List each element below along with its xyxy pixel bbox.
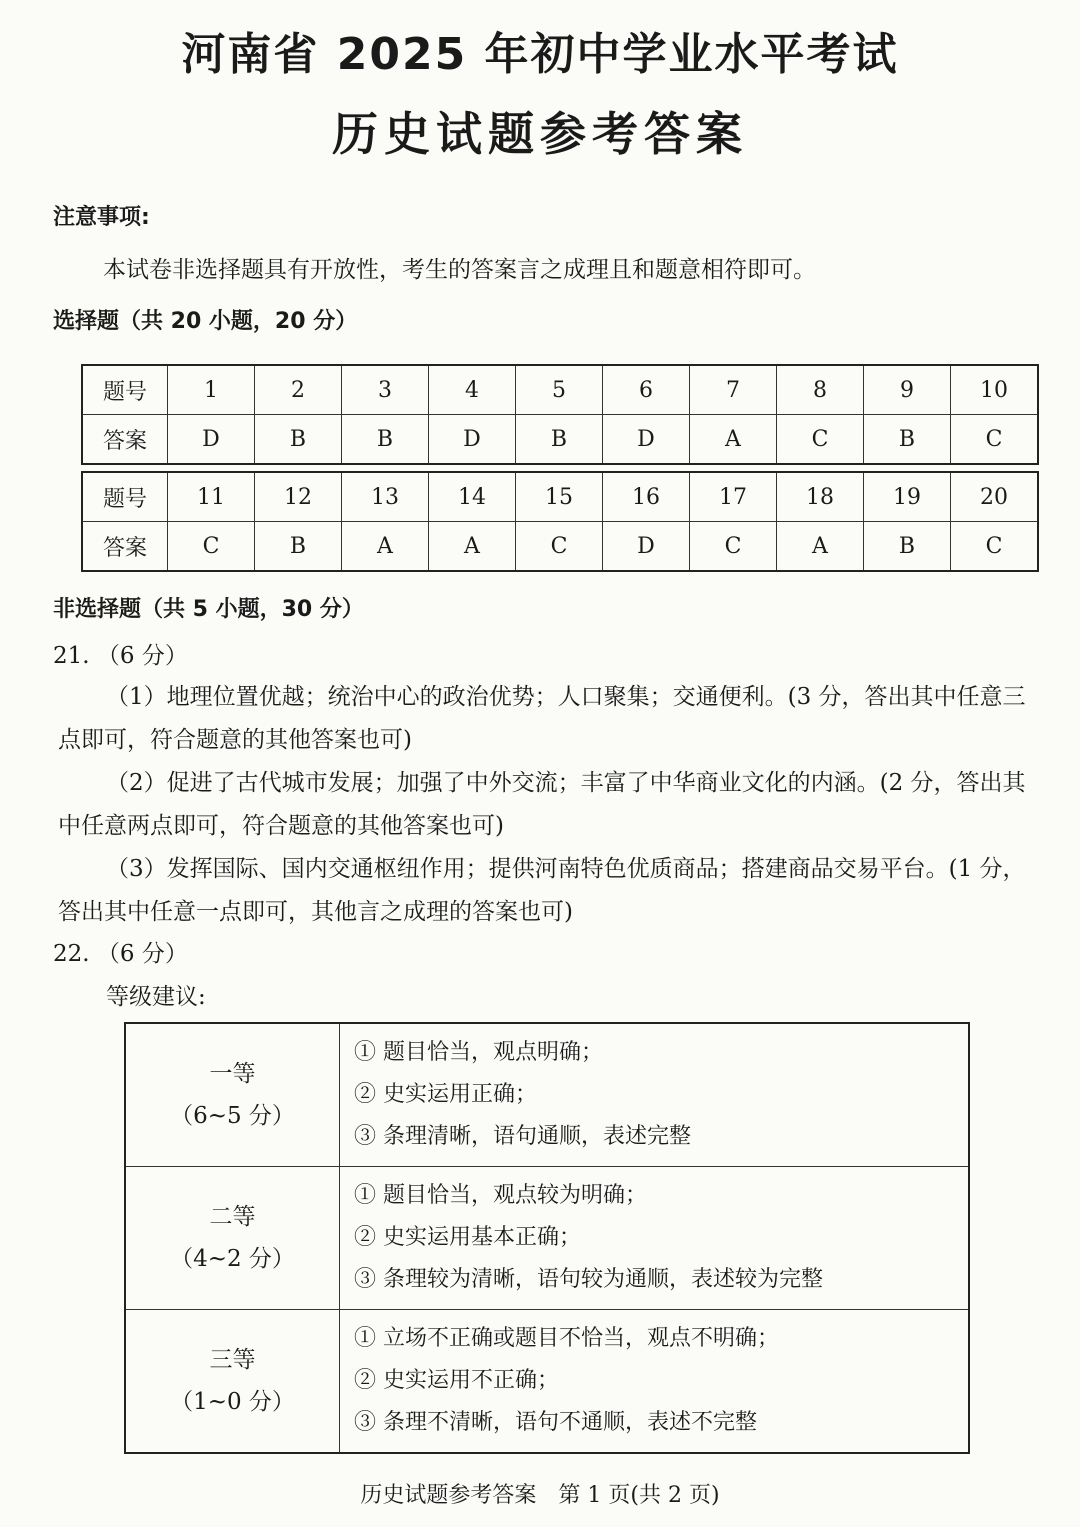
question-number: 2 [255,365,342,415]
notice-text: 本试卷非选择题具有开放性，考生的答案言之成理且和题意相符即可。 [103,257,816,283]
criterion: ② 史实运用基本正确； [354,1225,581,1250]
question-number: 8 [777,365,864,415]
q21-answer-3: （3）发挥国际、国内交通枢纽作用；提供河南特色优质商品；搭建商品交易平台。(1 分，答出其中任意一点即可，其他言之成理的答案也可) [58,856,1026,925]
answer-cell: B [864,415,951,465]
grade-level-cell [125,1167,340,1310]
answer-cell: D [603,415,690,465]
answer-table-1 [81,364,1039,465]
table-row [125,1023,969,1167]
criterion: ② 史实运用正确； [354,1082,537,1107]
grade-table [124,1022,970,1454]
table-row [82,522,1038,572]
table-row [82,472,1038,522]
grade-score: （6~5 分） [170,1103,295,1129]
grade-criteria-cell [340,1167,970,1310]
criterion: ② 史实运用不正确； [354,1368,559,1393]
table-row [125,1167,969,1310]
grade-criteria-cell [340,1310,970,1454]
question-number: 18 [777,472,864,522]
question-number: 7 [690,365,777,415]
answer-cell: A [342,522,429,572]
page-footer: 历史试题参考答案 第 1 页(共 2 页) [360,1483,720,1508]
grade-score: （1~0 分） [170,1389,295,1415]
criterion: ③ 条理较为清晰，语句较为通顺，表述较为完整 [354,1267,823,1292]
question-number: 5 [516,365,603,415]
q21-answer-1: （1）地理位置优越；统治中心的政治优势；人口聚集；交通便利。(3 分，答出其中任意三点即可，符合题意的其他答案也可) [58,684,1026,753]
question-number: 17 [690,472,777,522]
question-number: 3 [342,365,429,415]
row-label-number: 题号 [82,365,168,415]
answer-cell: B [864,522,951,572]
question-number: 11 [168,472,255,522]
table-row [82,415,1038,465]
page-subtitle: 历史试题参考答案 [332,107,748,161]
answer-cell: B [516,415,603,465]
grade-level: 二等 [209,1204,256,1230]
answer-cell: C [951,522,1039,572]
table-row [82,365,1038,415]
grade-criteria-cell [340,1023,970,1167]
question-number: 10 [951,365,1039,415]
answer-cell: B [255,415,342,465]
question-21-label: 21. （6 分） [53,643,188,669]
row-label-answer: 答案 [82,415,168,465]
answer-cell: C [516,522,603,572]
question-number: 15 [516,472,603,522]
question-number: 16 [603,472,690,522]
answer-cell: D [603,522,690,572]
grade-level-cell [125,1310,340,1454]
grade-level: 三等 [209,1347,256,1373]
criterion: ① 立场不正确或题目不恰当，观点不明确； [354,1326,779,1351]
answer-cell: D [168,415,255,465]
grade-level-cell [125,1023,340,1167]
answer-cell: C [777,415,864,465]
mc-section-title: 选择题（共 20 小题，20 分） [53,309,358,334]
grade-level: 一等 [209,1061,256,1087]
question-number: 4 [429,365,516,415]
answer-cell: B [342,415,429,465]
answer-cell: C [168,522,255,572]
answer-table-2 [81,471,1039,572]
question-number: 20 [951,472,1039,522]
grade-score: （4~2 分） [170,1246,295,1272]
question-number: 19 [864,472,951,522]
answer-cell: C [690,522,777,572]
grade-heading: 等级建议: [106,984,206,1010]
answer-cell: A [690,415,777,465]
criterion: ① 题目恰当，观点较为明确； [354,1183,647,1208]
answer-cell: A [429,522,516,572]
question-number: 13 [342,472,429,522]
criterion: ③ 条理清晰，语句通顺，表述完整 [354,1124,691,1149]
table-row [125,1310,969,1454]
row-label-answer: 答案 [82,522,168,572]
question-number: 14 [429,472,516,522]
page-title: 河南省 2025 年初中学业水平考试 [181,29,899,80]
question-number: 9 [864,365,951,415]
q21-answer-2: （2）促进了古代城市发展；加强了中外交流；丰富了中华商业文化的内涵。(2 分，答出其中任意两点即可，符合题意的其他答案也可) [58,770,1026,839]
question-number: 1 [168,365,255,415]
answer-cell: C [951,415,1039,465]
question-number: 6 [603,365,690,415]
criterion: ① 题目恰当，观点明确； [354,1040,603,1065]
answer-cell: A [777,522,864,572]
notice-heading: 注意事项: [53,205,150,230]
criterion: ③ 条理不清晰，语句不通顺，表述不完整 [354,1410,757,1435]
question-22-label: 22. （6 分） [53,941,188,967]
question-number: 12 [255,472,342,522]
nonmc-section-title: 非选择题（共 5 小题，30 分） [53,597,364,622]
answer-cell: D [429,415,516,465]
answer-cell: B [255,522,342,572]
row-label-number: 题号 [82,472,168,522]
